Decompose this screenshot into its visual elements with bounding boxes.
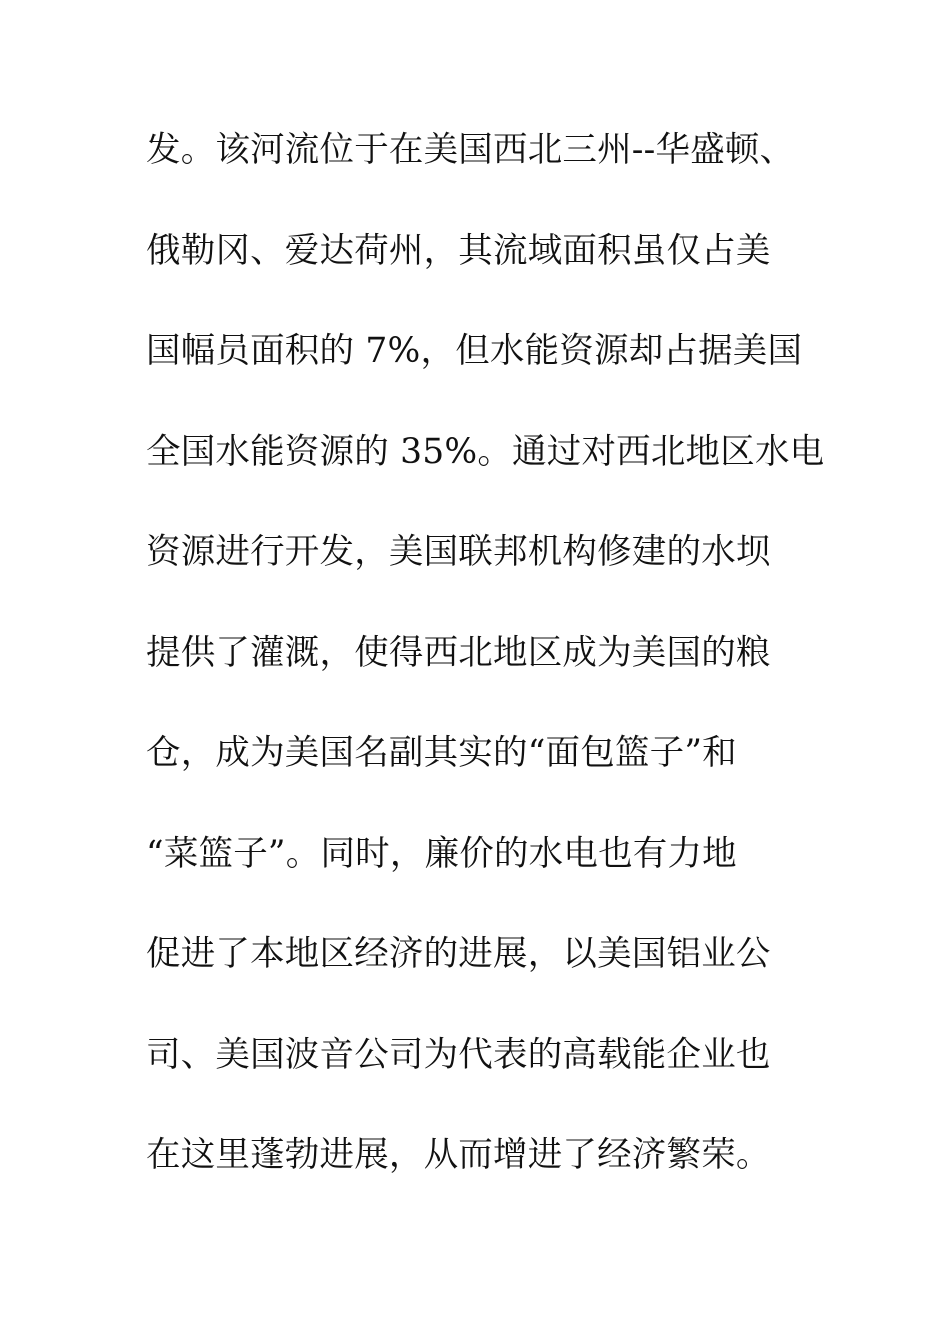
paragraph-line-6: 提供了灌溉，使得西北地区成为美国的粮 [146,632,771,673]
paragraph-line-7: 仓，成为美国名副其实的“面包篮子”和 [146,733,737,773]
paragraph-line-9: 促进了本地区经济的进展，以美国铝业公 [146,934,771,974]
paragraph-line-1: 发。该河流位于在美国西北三州--华盛顿、 [146,130,795,170]
paragraph-line-2: 俄勒冈、爱达荷州，其流域面积虽仅占美 [146,230,771,271]
paragraph-line-4: 全国水能资源的 35%。通过对西北地区水电 [146,431,825,472]
paragraph-line-8: “菜篮子”。同时，廉价的水电也有力地 [146,833,737,874]
paragraph-line-10: 司、美国波音公司为代表的高载能企业也 [146,1034,771,1075]
paragraph-line-3: 国幅员面积的 7%，但水能资源却占据美国 [146,331,803,371]
paragraph-line-5: 资源进行开发，美国联邦机构修建的水坝 [146,532,771,572]
body-paragraph [146,125,826,1231]
paragraph-line-11: 在这里蓬勃进展，从而增进了经济繁荣。 [146,1135,771,1175]
